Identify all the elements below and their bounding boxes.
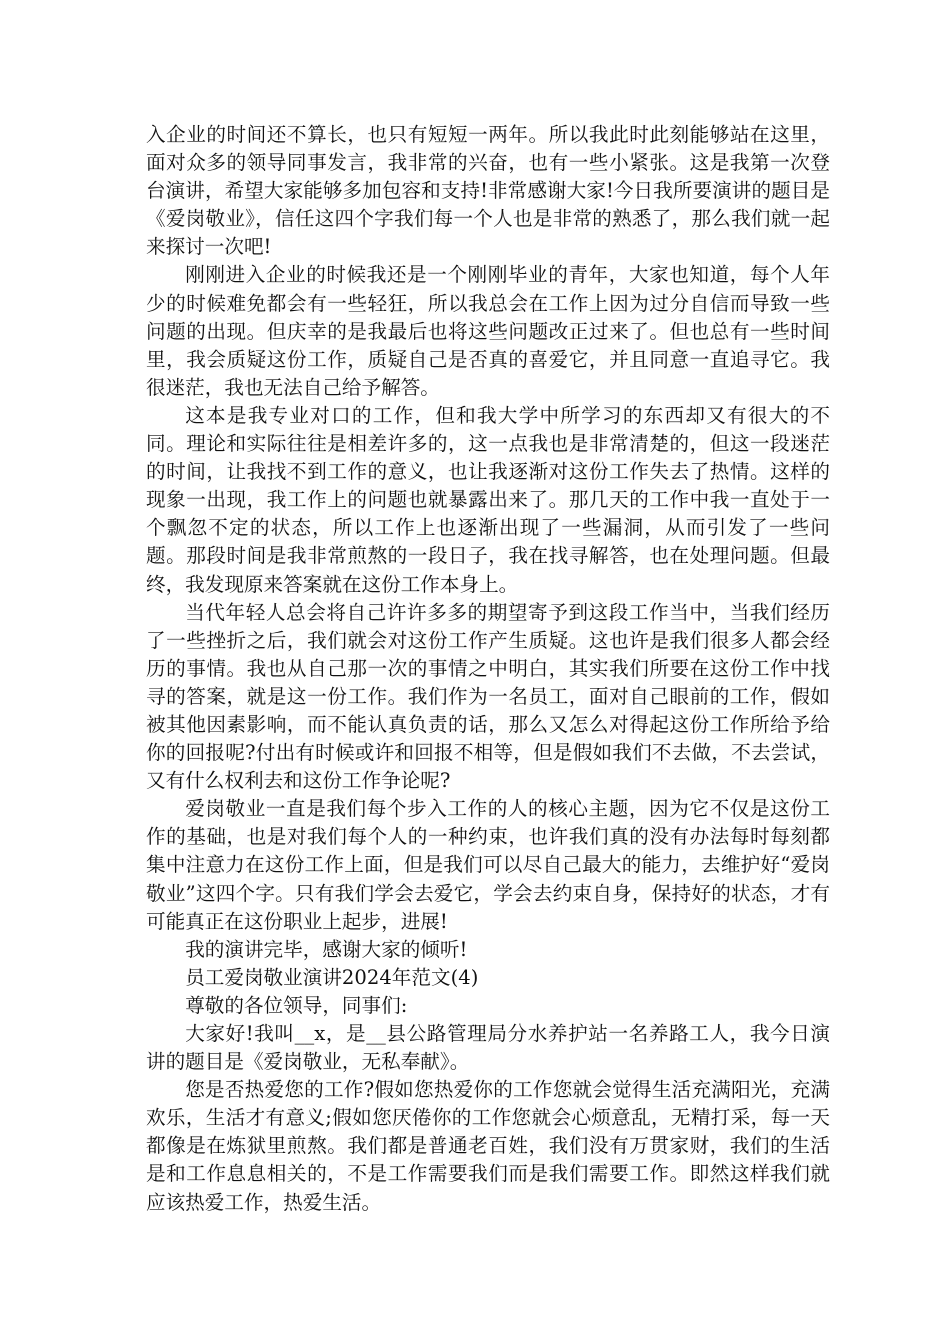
- paragraph: 这本是我专业对口的工作，但和我大学中所学习的东西却又有很大的不同。理论和实际往往是相差许多的，这一点我也是非常清楚的，但这一段迷茫的时间，让我找不到工作的意义，也让我逐渐对这份工作失去了热情。这样的现象一出现，我工作上的问题也就暴露出来了。那几天的工作中我一直处于一个飘忽不定的状态，所以工作上也逐渐出现了一些漏洞，从而引发了一些问题。那段时间是我非常煎熬的一段日子，我在找寻解答，也在处理问题。但最终，我发现原来答案就在这份工作本身上。: [146, 403, 830, 596]
- paragraph: 爱岗敬业一直是我们每个步入工作的人的核心主题，因为它不仅是这份工作的基础，也是对我们每个人的一种约束，也许我们真的没有办法每时每刻都集中注意力在这份工作上面，但是我们可以尽自己最大的能力，去维护好“爱岗敬业”这四个字。只有我们学会去爱它，学会去约束自身，保持好的状态，才有可能真正在这份职业上起步，进展!: [146, 797, 830, 933]
- paragraph: 当代年轻人总会将自己许许多多的期望寄予到这段工作当中，当我们经历了一些挫折之后，我们就会对这份工作产生质疑。这也许是我们很多人都会经历的事情。我也从自己那一次的事情之中明白，其实我们所要在这份工作中找寻的答案，就是这一份工作。我们作为一名员工，面对自己眼前的工作，假如被其他因素影响，而不能认真负责的话，那么又怎么对得起这份工作所给予给你的回报呢?付出有时候或许和回报不相等，但是假如我们不去做，不去尝试，又有什么权利去和这份工作争论呢?: [146, 600, 830, 793]
- document-body: [146, 121, 830, 1217]
- closing-line: 我的演讲完毕，感谢大家的倾听!: [185, 937, 468, 961]
- paragraph: 刚刚进入企业的时候我还是一个刚刚毕业的青年，大家也知道，每个人年少的时候难免都会有一些轻狂，所以我总会在工作上因为过分自信而导致一些问题的出现。但庆幸的是我最后也将这些问题改正过来了。但也总有一些时间里，我会质疑这份工作，质疑自己是否真的喜爱它，并且同意一直追寻它。我很迷茫，我也无法自己给予解答。: [146, 263, 830, 399]
- paragraph: 大家好!我叫__x，是__县公路管理局分水养护站一名养路工人，我今日演讲的题目是《爱岗敬业，无私奉献》。: [146, 1022, 830, 1074]
- salutation: 尊敬的各位领导，同事们:: [185, 993, 408, 1017]
- paragraph: 您是否热爱您的工作?假如您热爱你的工作您就会觉得生活充满阳光，充满欢乐，生活才有意义;假如您厌倦你的工作您就会心烦意乱，无精打采，每一天都像是在炼狱里煎熬。我们都是普通老百姓，我们没有万贯家财，我们的生活是和工作息息相关的，不是工作需要我们而是我们需要工作。即然这样我们就应该热爱工作，热爱生活。: [146, 1078, 830, 1214]
- section-title: 员工爱岗敬业演讲2024年范文(4): [185, 965, 479, 989]
- paragraph-continued: 入企业的时间还不算长，也只有短短一两年。所以我此时此刻能够站在这里，面对众多的领导同事发言，我非常的兴奋，也有一些小紧张。这是我第一次登台演讲，希望大家能够多加包容和支持!非常感谢大家!今日我所要演讲的题目是《爱岗敬业》，信任这四个字我们每一个人也是非常的熟悉了，那么我们就一起来探讨一次吧!: [146, 123, 830, 259]
